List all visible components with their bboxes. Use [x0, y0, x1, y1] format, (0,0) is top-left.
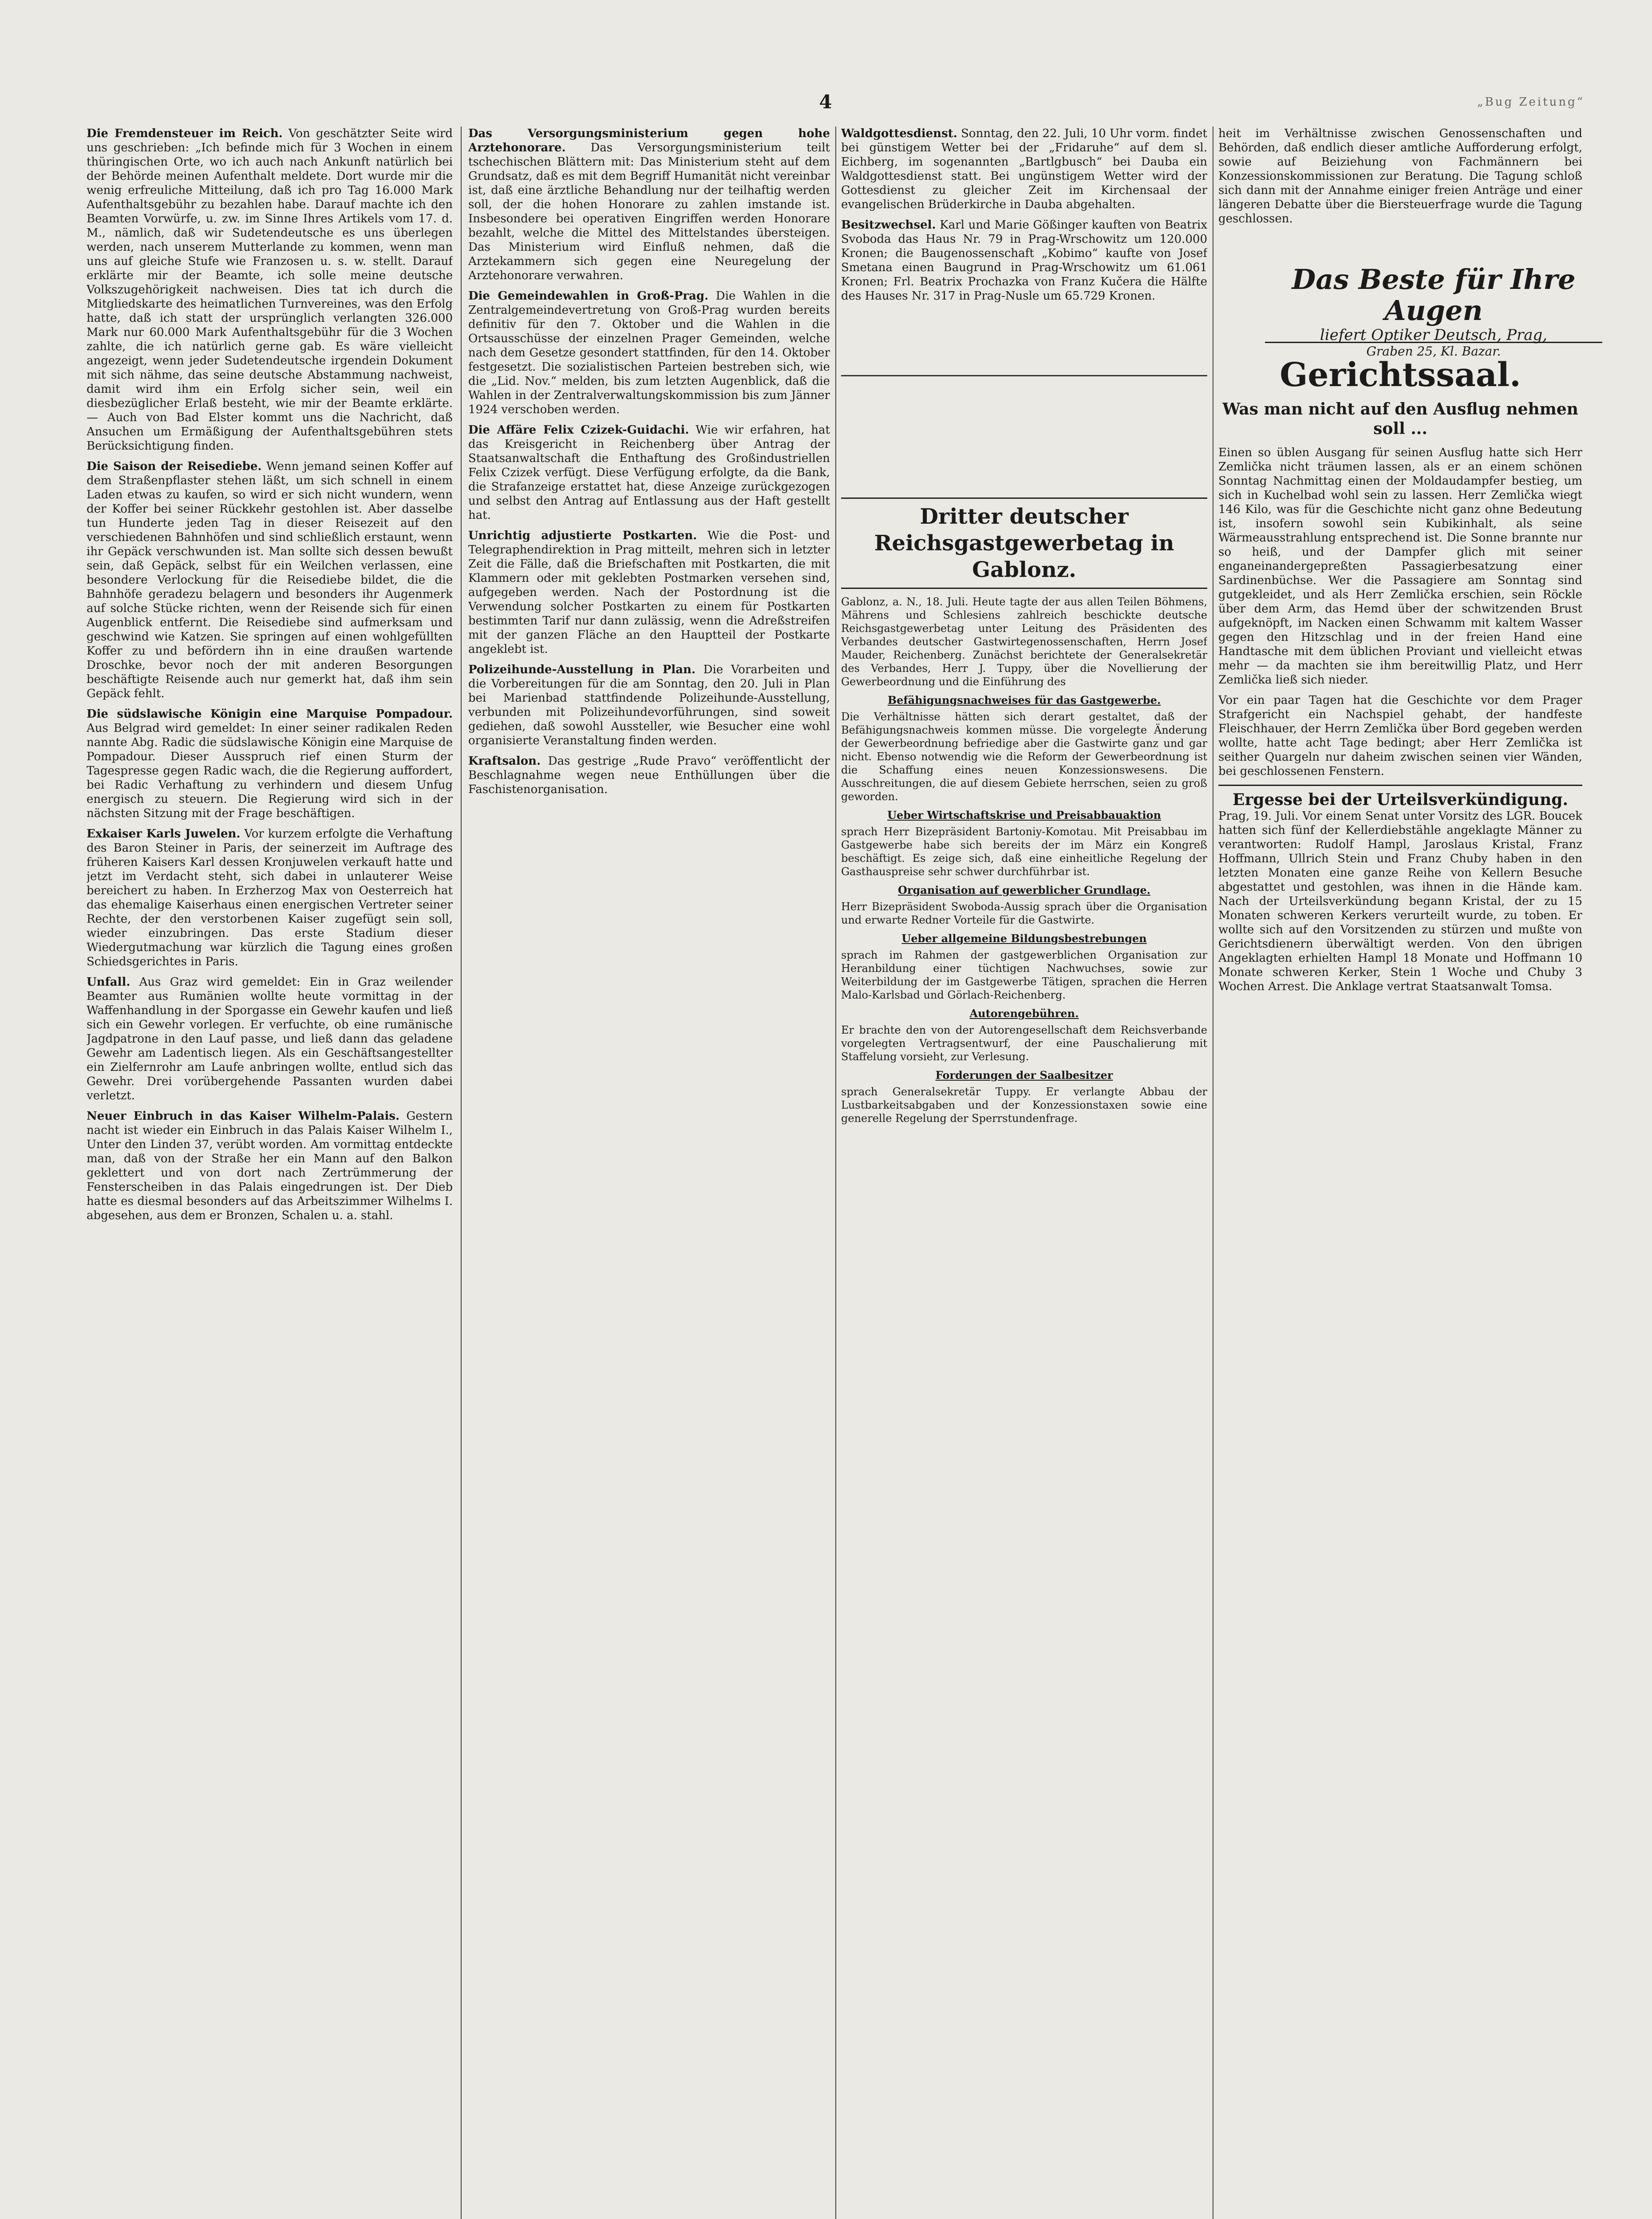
court-title: Gerichtssaal.: [1280, 356, 1521, 394]
article-text: Aus Graz wird gemeldet: Ein in Graz weilender Beamter aus Rumänien wollte heute vormittag in der Waffenhandlung in der Sporgasse ein Gewehr kaufen und ließ sich ein Gewehr vorlegen. Er verfuchte, ob eine rumänische Jagdpatrone in den Lauf passe, und ließ dann das geladene Gewehr am Ladentisch liegen. Als ein Geschäftsangestellter ein Zielfernrohr am Laufe anbringen wollte, entlud sich das Gewehr. Drei vorübergehende Passanten wurden dabei verletzt.: [87, 975, 453, 1102]
article-heading: Die Fremdensteuer im Reich.: [87, 127, 283, 140]
article-text: Von geschätzter Seite wird uns geschrieben: „Ich befinde mich für 3 Wochen in einem thüringischen Orte, wo ich auch nach Ankunft natürlich bei der Behörde meinen Aufenthalt meldete. Dort wurde mir die wenig erfreuliche Mitteilung, daß ich pro Tag 16.000 Mark Aufenthaltsgebühr zu bezahlen habe. Darauf machte ich den Beamten Vorwürfe, u. zw. im Sinne Ihres Artikels vom 17. d. M., nämlich, daß wir Sudetendeutsche es uns überlegen werden, nach unserem Mutterlande zu kommen, wenn man uns auf gleiche Stufe wie Franzosen u. s. w. stellt. Darauf erklärte mir der Beamte, ich solle meine deutsche Volkszugehörigkeit nachweisen. Dies tat ich durch die Mitgliedskarte des heimatlichen Turnvereines, was den Erfolg hatte, daß ich statt der ursprünglich verlangten 326.000 Mark nur 60.000 Mark Aufenthaltsgebühr für die 3 Wochen zahlte, die ich natürlich gerne gab. Es wäre vielleicht angezeigt, wenn jeder Sudetendeutsche irgendein Dokument mit sich nähme, das seine deutsche Abstammung nachweist, damit wird ihm ein Erfolg sicher sein, weil ein diesbezüglicher Erlaß besteht, wie mir der Beamte erklärte. — Auch von Bad Elster kommt uns die Nachricht, daß Ansuchen um Ermäßigung der Aufenthaltsgebühren stets Berücksichtigung finden.: [87, 127, 453, 453]
advertisement: [1265, 263, 1602, 359]
article: [468, 663, 830, 748]
ad-headline: Das Beste für Ihre Augen: [1292, 263, 1576, 327]
article: [87, 126, 453, 453]
article-heading: Das Versorgungsministerium gegen hohe Arztehonorare.: [468, 127, 830, 154]
column-3-top: [841, 126, 1207, 366]
subsection-text: Herr Bizepräsident Swoboda-Aussig sprach über die Organisation und erwarte Redner Vorteile für die Gastwirte.: [841, 900, 1207, 926]
article-text: Wenn jemand seinen Koffer auf dem Straßenpflaster stehen läßt, um sich schnell in einem Laden etwas zu kaufen, so wird er sich nicht wundern, wenn der Koffer bei seiner Rückkehr gestohlen ist. Aber dasselbe tun Hunderte jeden Tag in dieser Reisezeit auf den verschiedenen Bahnhöfen und sind schließlich erstaunt, wenn ihr Gepäck verschwunden ist. Man sollte sich dessen bewußt sein, daß Gepäck, selbst für ein Weilchen verlassen, eine besondere Verlockung für die Reisediebe bildet, die die Bahnhöfe geradezu belagern und besonders ihr Augenmerk auf solche Stücke richten, wenn der Reisende sich für einen Augenblick entfernt. Die Reisediebe sind aufmerksam und geschwind wie Katzen. Sie springen auf einen wohlgefüllten Koffer zu und befördern ihn in eine draußen wartende Droschke, bevor noch der mit anderen Besorgungen beschäftigte Reisende auch nur gemerkt hat, daß ihm sein Gepäck fehlt.: [87, 460, 453, 700]
article: [87, 459, 453, 701]
subsection-heading: Autorengebühren.: [969, 1007, 1079, 1020]
ad-address: Graben 25, Kl. Bazar.: [1366, 344, 1501, 359]
court-subtitle: Was man nicht auf den Ausflug nehmen soll ...: [1222, 400, 1578, 438]
article-text: Das gestrige „Rude Pravo“ veröffentlicht der Beschlagnahme wegen neue Enthüllungen über die Faschistenorganisation.: [468, 754, 830, 796]
article-text: Gestern nacht ist wieder ein Einbruch in das Palais Kaiser Wilhelm I., Unter den Linden 37, verübt worden. Am vormittag entdeckte man, daß von der Straße her ein Mann auf den Balkon geklettert und von dort nach Zertrümmerung der Fensterscheiben in das Palais eingedrungen ist. Der Dieb hatte es diesmal besonders auf das Arbeitszimmer Wilhelms I. abgesehen, aus dem er Bronzen, Schalen u. a. stahl.: [87, 1110, 453, 1222]
column-rule: [835, 126, 836, 2219]
article-heading: Polizeihunde-Ausstellung in Plan.: [468, 663, 696, 676]
ad-business: liefert Optiker Deutsch, Prag,: [1320, 326, 1548, 344]
article-text: Wie die Post- und Telegraphendirektion in Prag mitteilt, mehren sich in letzter Zeit die Fälle, daß die Briefschaften mit Postkarten, die mit Klammern oder mit geklebten Postmarken versehen sind, aufgegeben werden. Nach der Postordnung ist die Verwendung solcher Postkarten zu einem für Postkarten bestimmten Tarif nur dann zulässig, wenn die Adreßstreifen mit der ganzen Fläche an den Hauptteil der Postkarte angeklebt ist.: [468, 529, 830, 656]
article-heading: Die südslawische Königin eine Marquise Pompadour.: [87, 707, 453, 721]
section-rule: [841, 375, 1207, 376]
feature-intro: Gablonz, a. N., 18. Juli. Heute tagte der aus allen Teilen Böhmens, Mährens und Schlesiens zahlreich beschickte deutsche Reichsgastgewerbetag unter Leitung des Präsidenten des Verbandes deutscher Gastwirtegenossenschaften, Herrn Josef Mauder, Reichenberg. Zunächst berichtete der Generalsekretär des Verbandes, Herr J. Tuppy, über die Novellierung der Gewerbeordnung und die Einführung des: [841, 596, 1207, 688]
article-heading: Unfall.: [87, 975, 130, 989]
article-heading: Besitzwechsel.: [841, 218, 936, 232]
article-heading: Waldgottesdienst.: [841, 127, 957, 140]
verdict-text: Prag, 19. Juli. Vor einem Senat unter Vorsitz des LGR. Boucek hatten sich fünf der Kellerdiebstähle angeklagte Männer zu verantworten: Rudolf Hampl, Jaroslaus Kristal, Franz Hoffmann, Ullrich Stein und Franz Chuby haben in den letzten Monaten eine ganze Reihe von Kellern Besuche abgestattet und gestohlen, was ihnen in die Hände kam. Nach der Urteilsverkündung begann Kristal, der zu 15 Monaten schweren Kerkers verurteilt wurde, zu toben. Er wollte sich auf den Vorsitzenden zu stürzen und mußte von Gerichtsdienern überwältigt werden. Von den übrigen Angeklagten erhielten Hampl 18 Monate und Hoffmann 10 Monate schweren Kerker, Stein 1 Woche und Chuby 3 Wochen Arrest. Die Anklage vertrat Staatsanwalt Tomsa.: [1218, 809, 1582, 993]
feature-title: Dritter deutscher Reichsgastgewerbetag in Gablonz.: [841, 497, 1207, 589]
article: [87, 975, 453, 1103]
column-3-feature: [841, 495, 1207, 2219]
article-text: Wie wir erfahren, hat das Kreisgericht in Reichenberg über Antrag der Staatsanwaltschaft die Enthaftung des Großindustriellen Felix Czizek verfügt. Diese Verfügung erfolgte, da die Bank, die Strafanzeige erstattet hat, diese Anzeige zurückgezogen und selbst den Antrag auf Entlassung aus der Haft gestellt hat.: [468, 423, 830, 522]
court-text-continued: Vor ein paar Tagen hat die Geschichte vor dem Prager Strafgericht ein Nachspiel gehabt, der handfeste Fleischhauer, der Herrn Zemlička über Bord gegeben werden wollte, hatte acht Tage bedingt; aber Herr Zemlička ist seither Quargeln nur daheim zwischen seinen vier Wänden, bei geschlossenen Fenstern.: [1218, 694, 1582, 778]
article: [87, 827, 453, 969]
article: [468, 126, 830, 283]
article: [468, 529, 830, 656]
subsection-text: sprach im Rahmen der gastgewerblichen Organisation zur Heranbildung einer tüchtigen Nachwuchses, sowie zur Weiterbildung der im Gastgewerbe Tätigen, sprachen die Herren Malo-Karlsbad und Görlach-Reichenberg.: [841, 949, 1207, 1001]
subsection-text: Er brachte den von der Autorengesellschaft dem Reichsverbande vorgelegten Vertragsentwurf, der eine Pauschalierung mit Staffelung vorsieht, zur Verlesung.: [841, 1024, 1207, 1063]
article-heading: Die Gemeindewahlen in Groß-Prag.: [468, 289, 709, 303]
article-heading: Die Affäre Felix Czizek-Guidachi.: [468, 423, 689, 437]
subsection-heading: Organisation auf gewerblicher Grundlage.: [897, 884, 1151, 896]
column-rule: [461, 126, 462, 2219]
column-1: [87, 126, 453, 2219]
article-heading: Kraftsalon.: [468, 754, 541, 768]
article-text: Vor kurzem erfolgte die Verhaftung des Baron Steiner in Paris, der seinerzeit im Auftrage des früheren Kaisers Karl dessen Kronjuwelen verkauft hatte und jetzt im Verdacht steht, sich dabei in unlauterer Weise bereichert zu haben. In Erzherzog Max von Oesterreich hat das ehemalige Kaiserhaus einen energischen Vertreter seiner Rechte, der den verstorbenen Kaiser zugefügt sein soll, wieder einzubringen. Das erste Stadium dieser Wiedergutmachung war kürzlich die Tagung eines großen Schiedsgerichtes in Paris.: [87, 827, 453, 968]
article: [468, 423, 830, 522]
article-text: Sonntag, den 22. Juli, 10 Uhr vorm. findet bei günstigem Wetter bei der „Fridaruhe“ auf dem sl. Eichberg, im sogenannten „Bartlgbusch“ bei Dauba ein Waldgottesdienst statt. Bei ungünstigem Wetter wird der Gottesdienst zu gleicher Zeit im Kirchensaal der evangelischen Brüderkirche in Dauba abgehalten.: [841, 127, 1207, 211]
subsection-heading: Ueber Wirtschaftskrise und Preisabbauaktion: [887, 809, 1161, 821]
article-heading: Die Saison der Reisediebe.: [87, 460, 262, 473]
court-section: [1218, 351, 1582, 2219]
article: [87, 707, 453, 821]
subsection-heading: Ueber allgemeine Bildungsbestrebungen: [901, 932, 1147, 945]
article-heading: Unrichtig adjustierte Postkarten.: [468, 529, 697, 542]
article-heading: Neuer Einbruch in das Kaiser Wilhelm-Palais.: [87, 1110, 400, 1123]
article-continuation: heit im Verhältnisse zwischen Genossenschaften und Behörden, daß endlich dieser amtliche Aufforderung erfolgt, sowie auf Beiziehung von Fachmännern bei Konzessionskommissionen zur Beratung. Die Tagung schloß sich dann mit der Annahme einiger freien Anträge und einer längeren Debatte über die Biersteuerfrage wurde die Tagung geschlossen.: [1218, 127, 1582, 225]
page-number: 4: [819, 91, 832, 113]
article-heading: Exkaiser Karls Juwelen.: [87, 827, 241, 841]
verdict-title: Ergesse bei der Urteilsverkündigung.: [1218, 785, 1582, 809]
subsection-text: sprach Generalsekretär Tuppy. Er verlangte Abbau der Lustbarkeitsabgaben und der Konzessionstaxen sowie eine generelle Regelung der Sperrstundenfrage.: [841, 1086, 1207, 1125]
article-text: Die Vorarbeiten und die Vorbereitungen für die am Sonntag, den 20. Juli in Plan bei Marienbad stattfindende Polizeihunde-Ausstellung, verbunden mit Polizeihundevorführungen, sind soweit gediehen, daß sowohl Aussteller, wie Besucher eine wohl organisierte Veranstaltung finden werden.: [468, 663, 830, 747]
subsection-text: Die Verhältnisse hätten sich derart gestaltet, daß der Befähigungsnachweis kommen müsse. Die vorgelegte Änderung der Gewerbeordnung befriedige aber die Gastwirte ganz und gar nicht. Ebenso notwendig wie die Reform der Gewerbeordnung ist die Schaffung eines neuen Konzessionswesens. Die Ausschreitungen, die auf diesem Gebiete herrschen, seien zu groß geworden.: [841, 711, 1207, 803]
article: [468, 754, 830, 797]
court-text: Einen so üblen Ausgang für seinen Ausflug hatte sich Herr Zemlička nicht träumen lassen, als er an einem schönen Sonntag Nachmittag einen der Moldaudampfer bestieg, um sich in Kuchelbad wohl sein zu lassen. Herr Zemlička wiegt 146 Kilo, was für die Geschichte nicht ganz ohne Bedeutung ist, insofern sowohl sein Kubikinhalt, als seine Wärmeausstrahlung entsprechend ist. Die Sonne brannte nur so heiß, und der Dampfer glich mit seiner enganeinandergepreßten Passagierbesatzung einer Sardinenbüchse. Wer die Passagiere am Sonntag sind gutgekleidet, und als Herr Zemlička erschien, sein Röckle über dem Arm, das Hemd über der schwitzenden Brust aufgeknöpft, im Nacken einen Schwamm mit kaltem Wasser gegen den Hitzschlag und in der freien Hand eine Handtasche mit dem üblichen Proviant und vielleicht etwas mehr — da machten sie ihm bereitwillig Platz, und Herr Zemlička ließ sich nieder.: [1218, 446, 1582, 687]
subsection-heading: Forderungen der Saalbesitzer: [935, 1069, 1113, 1082]
article: [468, 289, 830, 417]
article-text: Die Wahlen in die Zentralgemeindevertretung von Groß-Prag wurden bereits definitiv für den 7. Oktober und die Wahlen in die Ortsausschüsse der einzelnen Prager Gemeinden, welche nach dem Gesetze gesondert stattfinden, für den 14. Oktober festgesetzt. Die sozialistischen Parteien bestreben sich, wie die „Lid. Nov.“ melden, bis zum letzten Augenblick, daß die Wahlen in der Zentralverwaltungskommission bis zum Jänner 1924 verschoben werden.: [468, 289, 830, 416]
article: [841, 218, 1207, 303]
page-header-right: „Bug Zeitung“: [1477, 95, 1585, 109]
column-2: [468, 126, 830, 2219]
article: [87, 1109, 453, 1223]
article: [841, 126, 1207, 212]
subsection-heading: Befähigungsnachweises für das Gastgewerbe.: [887, 694, 1161, 707]
article-text: Das Versorgungsministerium teilt tschechischen Blättern mit: Das Ministerium steht auf dem Grundsatz, daß es mit dem Begriff Humanität nicht vereinbar ist, daß eine ärztliche Behandlung nur der teilhaftig werden soll, der die hohen Honorare zu zahlen imstande ist. Insbesondere bei operativen Eingriffen werden Honorare bezahlt, welche die Mittel des Mittelstandes übersteigen. Das Ministerium wird Einfluß nehmen, daß die Arztekammern sich gegen eine Neuregelung der Arztehonorare verwahren.: [468, 141, 830, 282]
subsection-text: sprach Herr Bizepräsident Bartoniy-Komotau. Mit Preisabbau im Gastgewerbe habe sich bereits der im März ein Kongreß beschäftigt. Es zeige sich, daß eine einheitliche Regelung der Gasthauspreise sehr schwer durchführbar ist.: [841, 825, 1207, 878]
article-text: Aus Belgrad wird gemeldet: In einer seiner radikalen Reden nannte Abg. Radic die südslawische Königin eine Marquise de Pompadour. Dieser Ausspruch rief einen Sturm der Tagespresse gegen Radic wach, die die Regierung auffordert, bei Radic Verhaftung zu verhindern und diesem Unfug energisch zu steuern. Die Regierung wird sich in der nächsten Sitzung mit der Frage beschäftigen.: [87, 722, 453, 820]
article-text: Karl und Marie Gößinger kauften von Beatrix Svoboda das Haus Nr. 79 in Prag-Wrschowitz um 120.000 Kronen; die Baugenossenschaft „Kobimo“ kaufte von Josef Smetana einen Baugrund in Prag-Wrschowitz um 61.061 Kronen; Frl. Beatrix Prochazka von Franz Kučera die Hälfte des Hauses Nr. 317 in Prag-Nusle um 65.729 Kronen.: [841, 218, 1207, 303]
